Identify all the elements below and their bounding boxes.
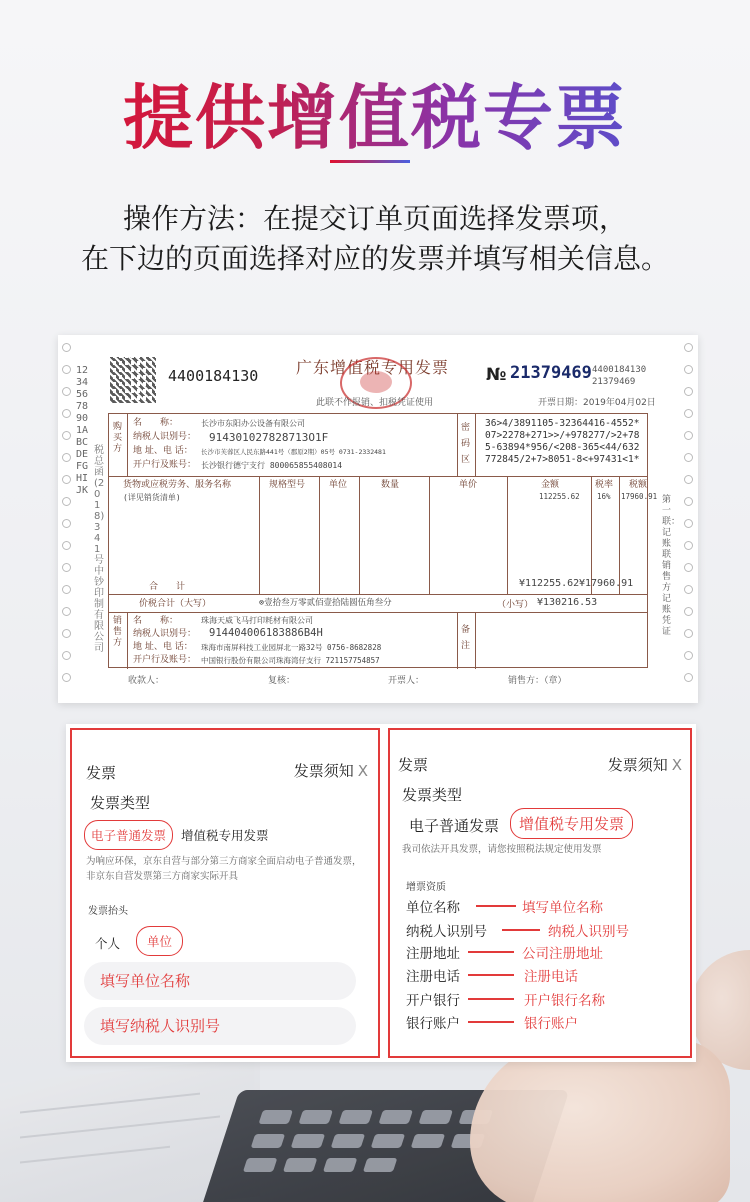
issuer-label: 开票人： bbox=[388, 676, 425, 686]
invoice-subtitle: 此联不作报销、扣税凭证使用 bbox=[316, 398, 434, 408]
tax-value: 17960.91 bbox=[621, 492, 658, 501]
copy-label: 第一联：记账联 销售方记账凭证 bbox=[662, 495, 681, 637]
col-rate: 税率 bbox=[595, 480, 614, 490]
col-tax: 税额 bbox=[629, 480, 648, 490]
col-amount: 金额 bbox=[541, 480, 560, 490]
seller-name: 珠海天威飞马打印耗材有限公司 bbox=[201, 616, 313, 625]
col-qty: 数量 bbox=[381, 480, 400, 490]
buyer-tax-label: 纳税人识别号： bbox=[133, 432, 197, 442]
invoice-title-section: 发票抬头 bbox=[88, 906, 128, 917]
seller-tax-label: 纳税人识别号： bbox=[133, 629, 197, 639]
arrow-line bbox=[468, 951, 514, 953]
vat-invoice-sample bbox=[58, 335, 698, 703]
buyer-address: 长沙市芙蓉区人民东路441号（郡原2期）05号 0731-2332481 bbox=[201, 448, 386, 456]
page-title: 提供增值税专票 bbox=[0, 62, 750, 163]
row-label: 纳税人识别号 bbox=[406, 924, 487, 940]
perforation-right bbox=[684, 343, 694, 698]
invoice-number-mark: № bbox=[486, 365, 507, 385]
row-tip: 填写单位名称 bbox=[522, 900, 603, 916]
row-label: 单位名称 bbox=[406, 900, 460, 916]
invoice-number-small-code: 4400184130 bbox=[592, 365, 647, 375]
total-small-label: （小写） bbox=[497, 600, 534, 610]
buyer-tax-id: 914301027828713O1F bbox=[209, 431, 329, 444]
cipher-label: 密码区 bbox=[461, 423, 471, 465]
row-tip: 开户银行名称 bbox=[524, 993, 605, 1009]
invoice-side-code: 12345678901ABCDEFGHIJK bbox=[76, 365, 89, 496]
col-spec: 规格型号 bbox=[269, 480, 306, 490]
row-label: 开户银行 bbox=[406, 993, 460, 1009]
invoice-notice-link[interactable] bbox=[608, 754, 682, 775]
background-hand bbox=[470, 1040, 730, 1202]
amount-value: 112255.62 bbox=[539, 492, 580, 501]
row-label: 银行账户 bbox=[406, 1016, 460, 1032]
invoice-type-label: 发票类型 bbox=[90, 794, 151, 812]
close-icon[interactable]: X bbox=[671, 756, 682, 774]
invoice-type-label: 发票类型 bbox=[402, 786, 463, 804]
row-tip: 银行账户 bbox=[524, 1016, 578, 1032]
qualification-section: 增票资质 bbox=[406, 882, 446, 893]
buyer-name-label: 名 称： bbox=[133, 418, 179, 428]
col-goods: 货物或应税劳务、服务名称 bbox=[123, 480, 232, 490]
invoice-notice-label: 发票须知 bbox=[607, 756, 668, 774]
row-tip: 公司注册地址 bbox=[522, 946, 603, 962]
row-label: 注册电话 bbox=[406, 969, 460, 985]
row-reg-phone bbox=[406, 965, 578, 985]
row-tip: 注册电话 bbox=[524, 969, 578, 985]
invoice-grid bbox=[108, 413, 658, 668]
row-company-name bbox=[406, 896, 603, 916]
qr-code-icon bbox=[110, 357, 156, 403]
buyer-label: 购买方 bbox=[113, 422, 123, 454]
option-company[interactable]: 单位 bbox=[136, 926, 183, 956]
arrow-line bbox=[476, 905, 516, 907]
payee-label: 收款人： bbox=[128, 676, 165, 686]
panel-note: 我司依法开具发票，请您按照税法规定使用发票 bbox=[402, 844, 602, 855]
seller-address: 珠海市南屏科技工业园屏北一路32号 0756-8682828 bbox=[201, 643, 382, 652]
row-tax-id bbox=[406, 920, 629, 940]
invoice-notice-link[interactable] bbox=[294, 760, 368, 781]
invoice-side-print: 税总函(2018)341号中钞印制有限公司 bbox=[94, 445, 105, 654]
option-e-invoice[interactable]: 电子普通发票 bbox=[84, 820, 173, 850]
company-name-input[interactable]: 填写单位名称 bbox=[84, 962, 356, 1000]
invoice-date: 开票日期：2019年04月02日 bbox=[538, 398, 656, 408]
row-tip: 纳税人识别号 bbox=[548, 924, 629, 940]
option-vat-invoice[interactable]: 增值税专用发票 bbox=[510, 808, 633, 839]
panel-heading: 发票 bbox=[86, 764, 117, 782]
sum-amount: ¥112255.62 bbox=[519, 578, 580, 589]
total-small: ¥130216.53 bbox=[537, 597, 598, 608]
seller-addr-label: 地 址、电 话： bbox=[133, 642, 193, 652]
invoice-form-normal bbox=[70, 728, 380, 1058]
row-label: 注册地址 bbox=[406, 946, 460, 962]
invoice-code: 4400184130 bbox=[168, 367, 259, 385]
buyer-bank-label: 开户行及账号： bbox=[133, 460, 197, 470]
invoice-title: 广东增值税专用发票 bbox=[296, 358, 450, 377]
row-reg-address bbox=[406, 942, 603, 962]
buyer-name: 长沙市东阳办公设备有限公司 bbox=[201, 419, 305, 428]
total-chinese: ⊗壹拾叁万零贰佰壹拾陆圆伍角叁分 bbox=[259, 598, 392, 608]
arrow-line bbox=[502, 929, 540, 931]
reviewer-label: 复核： bbox=[268, 676, 296, 686]
seller-bank-label: 开户行及账号： bbox=[133, 655, 197, 665]
arrow-line bbox=[468, 974, 514, 976]
perforation-left bbox=[62, 343, 72, 698]
seller-sign-label: 销售方：（章） bbox=[508, 676, 567, 686]
seller-label: 销售方 bbox=[113, 616, 123, 648]
row-bank-account bbox=[406, 1012, 578, 1032]
option-e-invoice[interactable]: 电子普通发票 bbox=[400, 810, 508, 841]
remark-label: 备注 bbox=[461, 625, 471, 651]
rate-value: 16% bbox=[597, 492, 611, 501]
option-vat-invoice[interactable]: 增值税专用发票 bbox=[174, 820, 276, 850]
panel-note-line-1: 为响应环保，京东自营与部分第三方商家全面启动电子普通发票， bbox=[86, 856, 362, 867]
goods-note: (详见销货清单) bbox=[123, 493, 181, 502]
seller-tax-id: 914404006183886B4H bbox=[209, 627, 323, 639]
arrow-line bbox=[468, 998, 514, 1000]
invoice-number: 21379469 bbox=[510, 363, 592, 383]
total-label: 价税合计（大写） bbox=[139, 599, 212, 609]
buyer-bank: 长沙银行德宁支行 800065855408014 bbox=[201, 461, 343, 470]
seller-name-label: 名 称： bbox=[133, 616, 179, 626]
sum-label: 合 计 bbox=[149, 582, 186, 592]
invoice-form-vat bbox=[388, 728, 692, 1058]
close-icon[interactable]: X bbox=[357, 762, 368, 780]
seller-bank: 中国银行股份有限公司珠海湾仔支行 721157754857 bbox=[201, 656, 380, 665]
panel-note-line-2: 非京东自营发票第三方商家实际开具 bbox=[86, 871, 239, 882]
arrow-line bbox=[468, 1021, 514, 1023]
col-unit: 单位 bbox=[329, 480, 348, 490]
panel-heading: 发票 bbox=[398, 756, 429, 774]
instruction-line-2: 在下边的页面选择对应的发票并填写相关信息。 bbox=[80, 242, 669, 275]
tax-id-input[interactable]: 填写纳税人识别号 bbox=[84, 1007, 356, 1045]
row-bank bbox=[406, 989, 605, 1009]
sum-tax: ¥17960.91 bbox=[579, 578, 634, 589]
invoice-notice-label: 发票须知 bbox=[293, 762, 354, 780]
invoice-number-small: 21379469 bbox=[592, 377, 636, 387]
title-underline bbox=[330, 160, 410, 163]
instruction-line-1: 操作方法：在提交订单页面选择发票项， bbox=[122, 202, 627, 235]
buyer-addr-label: 地 址、电 话： bbox=[133, 446, 193, 456]
cipher-area: 36>4/3891105-32364416-4552*07>2278+271>>/+978277/>2+785-63894*956/<208-365<44/632772845/2+7>8051-8<+97431<1* bbox=[485, 418, 640, 465]
option-personal[interactable]: 个人 bbox=[88, 928, 127, 958]
col-price: 单价 bbox=[459, 480, 478, 490]
